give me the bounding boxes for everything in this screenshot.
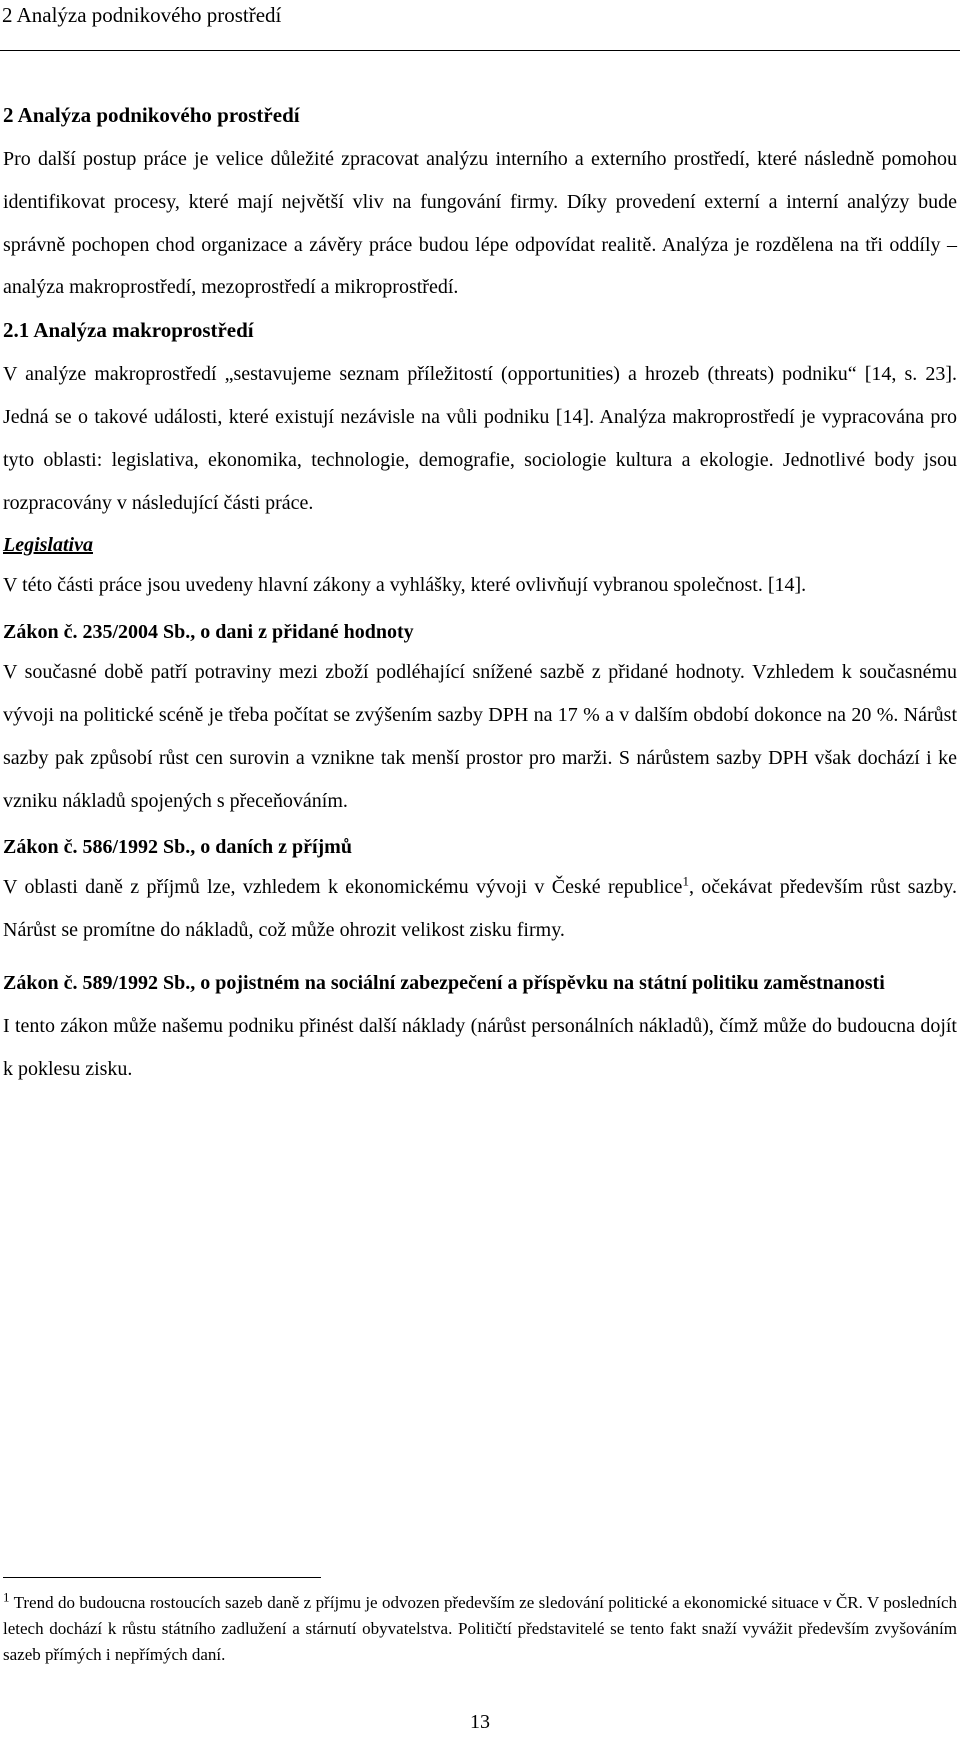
law-586-name: , o daních z příjmů [190, 836, 352, 859]
law-589-text: I tento zákon může našemu podniku přinést další náklady (nárůst personálních nákladů), čímž může do budoucna dojít k poklesu zisku. [3, 1014, 957, 1080]
section-2-1-text: V analýze makroprostředí „sestavujeme seznam příležitostí (opportunities) a hrozeb (threats) podniku“ [14, s. 23]. Jedná se o takové události, které existují nezávisle na vůli podniku [14]. Analýza makroprostředí je vypracována pro tyto oblasti: legislativa, ekonomika, technologie, demografie, sociologie kultura a ekologie. Jednotlivé body jsou rozpracovány v následující části práce. [3, 363, 957, 514]
running-header: 2 Analýza podnikového prostředí [2, 3, 282, 27]
footnote-ref[interactable]: 1 [682, 873, 689, 889]
law-235-title [3, 617, 957, 647]
footnote-text: Trend do budoucna rostoucích sazeb daně z příjmu je odvozen především ze sledování politické a ekonomické situace v ČR. V posledních letech dochází k růstu státního zadlužení a stárnutí obyvatelstva. Političtí představitelé se tento fakt snaží vyvážit především zvyšováním sazeb přímých i nepřímých daní. [3, 1593, 957, 1664]
law-586-title [3, 832, 957, 862]
law-586-number: Zákon č. 586/1992 Sb. [3, 836, 191, 859]
footnote-number: 1 [3, 1589, 10, 1605]
law-586-text [3, 866, 957, 952]
law-589-title [3, 962, 957, 1005]
law-589-name: , o pojistném na sociální zabezpečení a příspěvku na státní politiku zaměstnanosti [190, 971, 885, 994]
law-235-text: V současné době patří potraviny mezi zboží podléhající snížené sazbě z přidané hodnoty. Vzhledem k současnému vývoji na politické scéně je třeba počítat se zvýšením sazby DPH na 17 % a v dalším období dokonce na 20 %. Nárůst sazby pak způsobí růst cen surovin a vznikne tak menší prostor pro marži. S nárůstem sazby DPH však dochází i ke vzniku nákladů spojených s přeceňováním. [3, 661, 957, 812]
law-586-text-after: , očekávat především růst sazby. Nárůst se promítne do nákladů, což může ohrozit velikost zisku firmy. [3, 876, 957, 942]
footnote [3, 1590, 957, 1668]
law-589-number: Zákon č. 589/1992 Sb. [3, 971, 191, 994]
header-rule [0, 50, 960, 51]
chapter-intro: Pro další postup práce je velice důležité zpracovat analýzu interního a externího prostředí, které následně pomohou identifikovat procesy, které mají největší vliv na fungování firmy. Díky provedení externí a interní analýzy bude správně pochopen chod organizace a závěry práce budou lépe odpovídat realitě. Analýza je rozdělena na tři oddíly – analýza makroprostředí, mezoprostředí a mikroprostředí. [3, 148, 957, 299]
page-number: 13 [470, 1711, 490, 1733]
law-235-name: , o dani z přidané hodnoty [190, 621, 414, 644]
legislativa-text: V této části práce jsou uvedeny hlavní zákony a vyhlášky, které ovlivňují vybranou společnost. [14]. [3, 574, 807, 597]
footnote-rule [3, 1577, 321, 1578]
law-586-text-before: V oblasti daně z příjmů lze, vzhledem k ekonomickému vývoji v České republice [3, 876, 683, 899]
page-body [3, 100, 957, 1090]
law-235-number: Zákon č. 235/2004 Sb. [3, 621, 191, 644]
section-heading-2-1: 2.1 Analýza makroprostředí [3, 318, 254, 343]
chapter-heading: 2 Analýza podnikového prostředí [3, 103, 300, 127]
legislativa-heading: Legislativa [3, 534, 93, 557]
